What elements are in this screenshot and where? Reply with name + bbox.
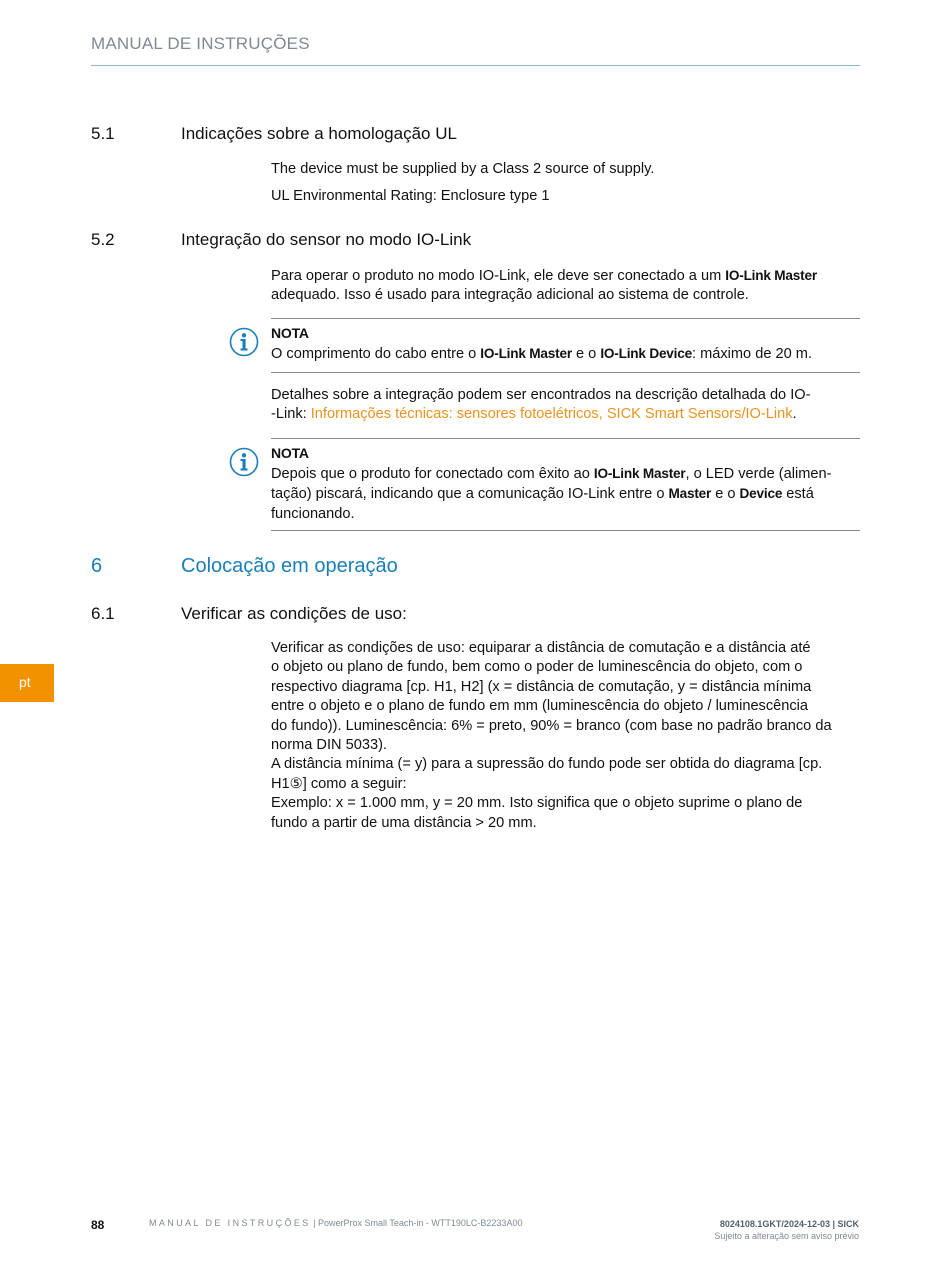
paragraph-line: Verificar as condições de uso: equiparar a distância de comutação e a distância até [271, 640, 811, 656]
note-text: e o [571, 346, 601, 362]
section-6-1-paragraph [271, 639, 856, 833]
section-5-1-paragraph-1: The device must be supplied by a Class 2 source of supply. [271, 161, 655, 177]
note-2-top-rule [271, 438, 860, 439]
technical-info-link[interactable]: Informações técnicas: sensores fotoelétricos, SICK Smart Sensors/IO-Link [310, 406, 793, 423]
footer-document-title [149, 1218, 522, 1228]
io-link-device-term: IO-Link Device [600, 346, 692, 361]
paragraph-text: Para operar o produto no modo IO-Link, ele deve ser conectado a um [271, 268, 726, 284]
paragraph-line: respectivo diagrama [cp. H1, H2] (x = distância de comutação, y = distância mínima [271, 678, 812, 695]
footer-separator: | [310, 1218, 319, 1228]
paragraph-line: norma DIN 5033). [271, 737, 387, 754]
device-term: Device [739, 486, 783, 502]
section-5-1-paragraph-2: UL Environmental Rating: Enclosure type 1 [271, 188, 550, 204]
paragraph-line: H1⑤] como a seguir: [271, 775, 407, 792]
page-number: 88 [91, 1218, 105, 1232]
header-divider [91, 65, 860, 66]
master-term: Master [668, 486, 712, 502]
section-5-2-paragraph-2 [271, 386, 856, 425]
section-6-1-number: 6.1 [91, 604, 115, 623]
section-5-2-number: 5.2 [91, 230, 115, 249]
paragraph-line: Exemplo: x = 1.000 mm, y = 20 mm. Isto significa que o objeto suprime o plano de [271, 795, 803, 812]
note-text: e o [711, 486, 740, 503]
io-link-master-term: IO-Link Master [725, 268, 817, 283]
note-1-label: NOTA [271, 325, 309, 341]
note-2-text [271, 464, 856, 524]
info-icon [229, 327, 259, 357]
footer-manual-label: MANUAL DE INSTRUÇÕES [149, 1218, 311, 1228]
note-line: funcionando. [271, 505, 355, 522]
note-1-bottom-rule [271, 372, 860, 373]
note-2-bottom-rule [271, 530, 860, 531]
footer-document-code: 8024108.1GKT/2024-12-03 | SICK [719, 1219, 859, 1229]
paragraph-line: A distância mínima (= y) para a supressão do fundo pode ser obtida do diagrama [cp. [271, 756, 823, 773]
note-1-top-rule [271, 318, 860, 319]
note-line [271, 464, 856, 484]
section-6-1-title: Verificar as condições de uso: [181, 604, 407, 623]
paragraph-line [271, 405, 856, 424]
io-link-master-term: IO-Link Master [593, 466, 686, 481]
paragraph-line: fundo a partir de uma distância > 20 mm. [271, 814, 537, 831]
io-link-master-term: IO-Link Master [480, 346, 572, 361]
note-1-text [271, 344, 856, 364]
note-text: tação) piscará, indicando que a comunicação IO-Link entre o [271, 486, 669, 503]
paragraph-line: do fundo)). Luminescência: 6% = preto, 90% = branco (com base no padrão branco da [271, 717, 832, 734]
paragraph-line: entre o objeto e o plano de fundo em mm (luminescência do objeto / luminescência [271, 698, 809, 715]
language-code: pt [19, 674, 31, 690]
section-5-1-number: 5.1 [91, 124, 115, 143]
paragraph-text: -Link: [271, 406, 311, 423]
language-tab [0, 664, 54, 702]
footer-right-block [714, 1218, 859, 1242]
note-text: , o LED verde (alimen- [685, 466, 832, 482]
chapter-6-title: Colocação em operação [181, 555, 398, 577]
section-5-1-title: Indicações sobre a homologação UL [181, 124, 457, 143]
info-icon [229, 447, 259, 477]
section-5-2-paragraph-1 [271, 266, 856, 306]
section-5-2-title: Integração do sensor no modo IO-Link [181, 230, 472, 249]
paragraph-text: adequado. Isso é usado para integração adicional ao sistema de controle. [271, 287, 749, 304]
note-text: Depois que o produto for conectado com êxito ao [271, 466, 594, 482]
paragraph-text: . [792, 406, 797, 423]
running-header: MANUAL DE INSTRUÇÕES [91, 34, 310, 53]
note-text: O comprimento do cabo entre o [271, 346, 481, 362]
note-2-label: NOTA [271, 445, 309, 461]
paragraph-line: o objeto ou plano de fundo, bem como o poder de luminescência do objeto, com o [271, 659, 803, 676]
note-line [271, 484, 856, 504]
note-text: : máximo de 20 m. [691, 346, 813, 362]
note-text: está [782, 486, 814, 503]
chapter-6-number: 6 [91, 555, 103, 577]
paragraph-line: Detalhes sobre a integração podem ser encontrados na descrição detalhada do IO- [271, 387, 811, 403]
footer-product-name: PowerProx Small Teach-in - WTT190LC-B2233A00 [318, 1218, 523, 1228]
footer-notice: Sujeito a alteração sem aviso prévio [714, 1231, 859, 1241]
